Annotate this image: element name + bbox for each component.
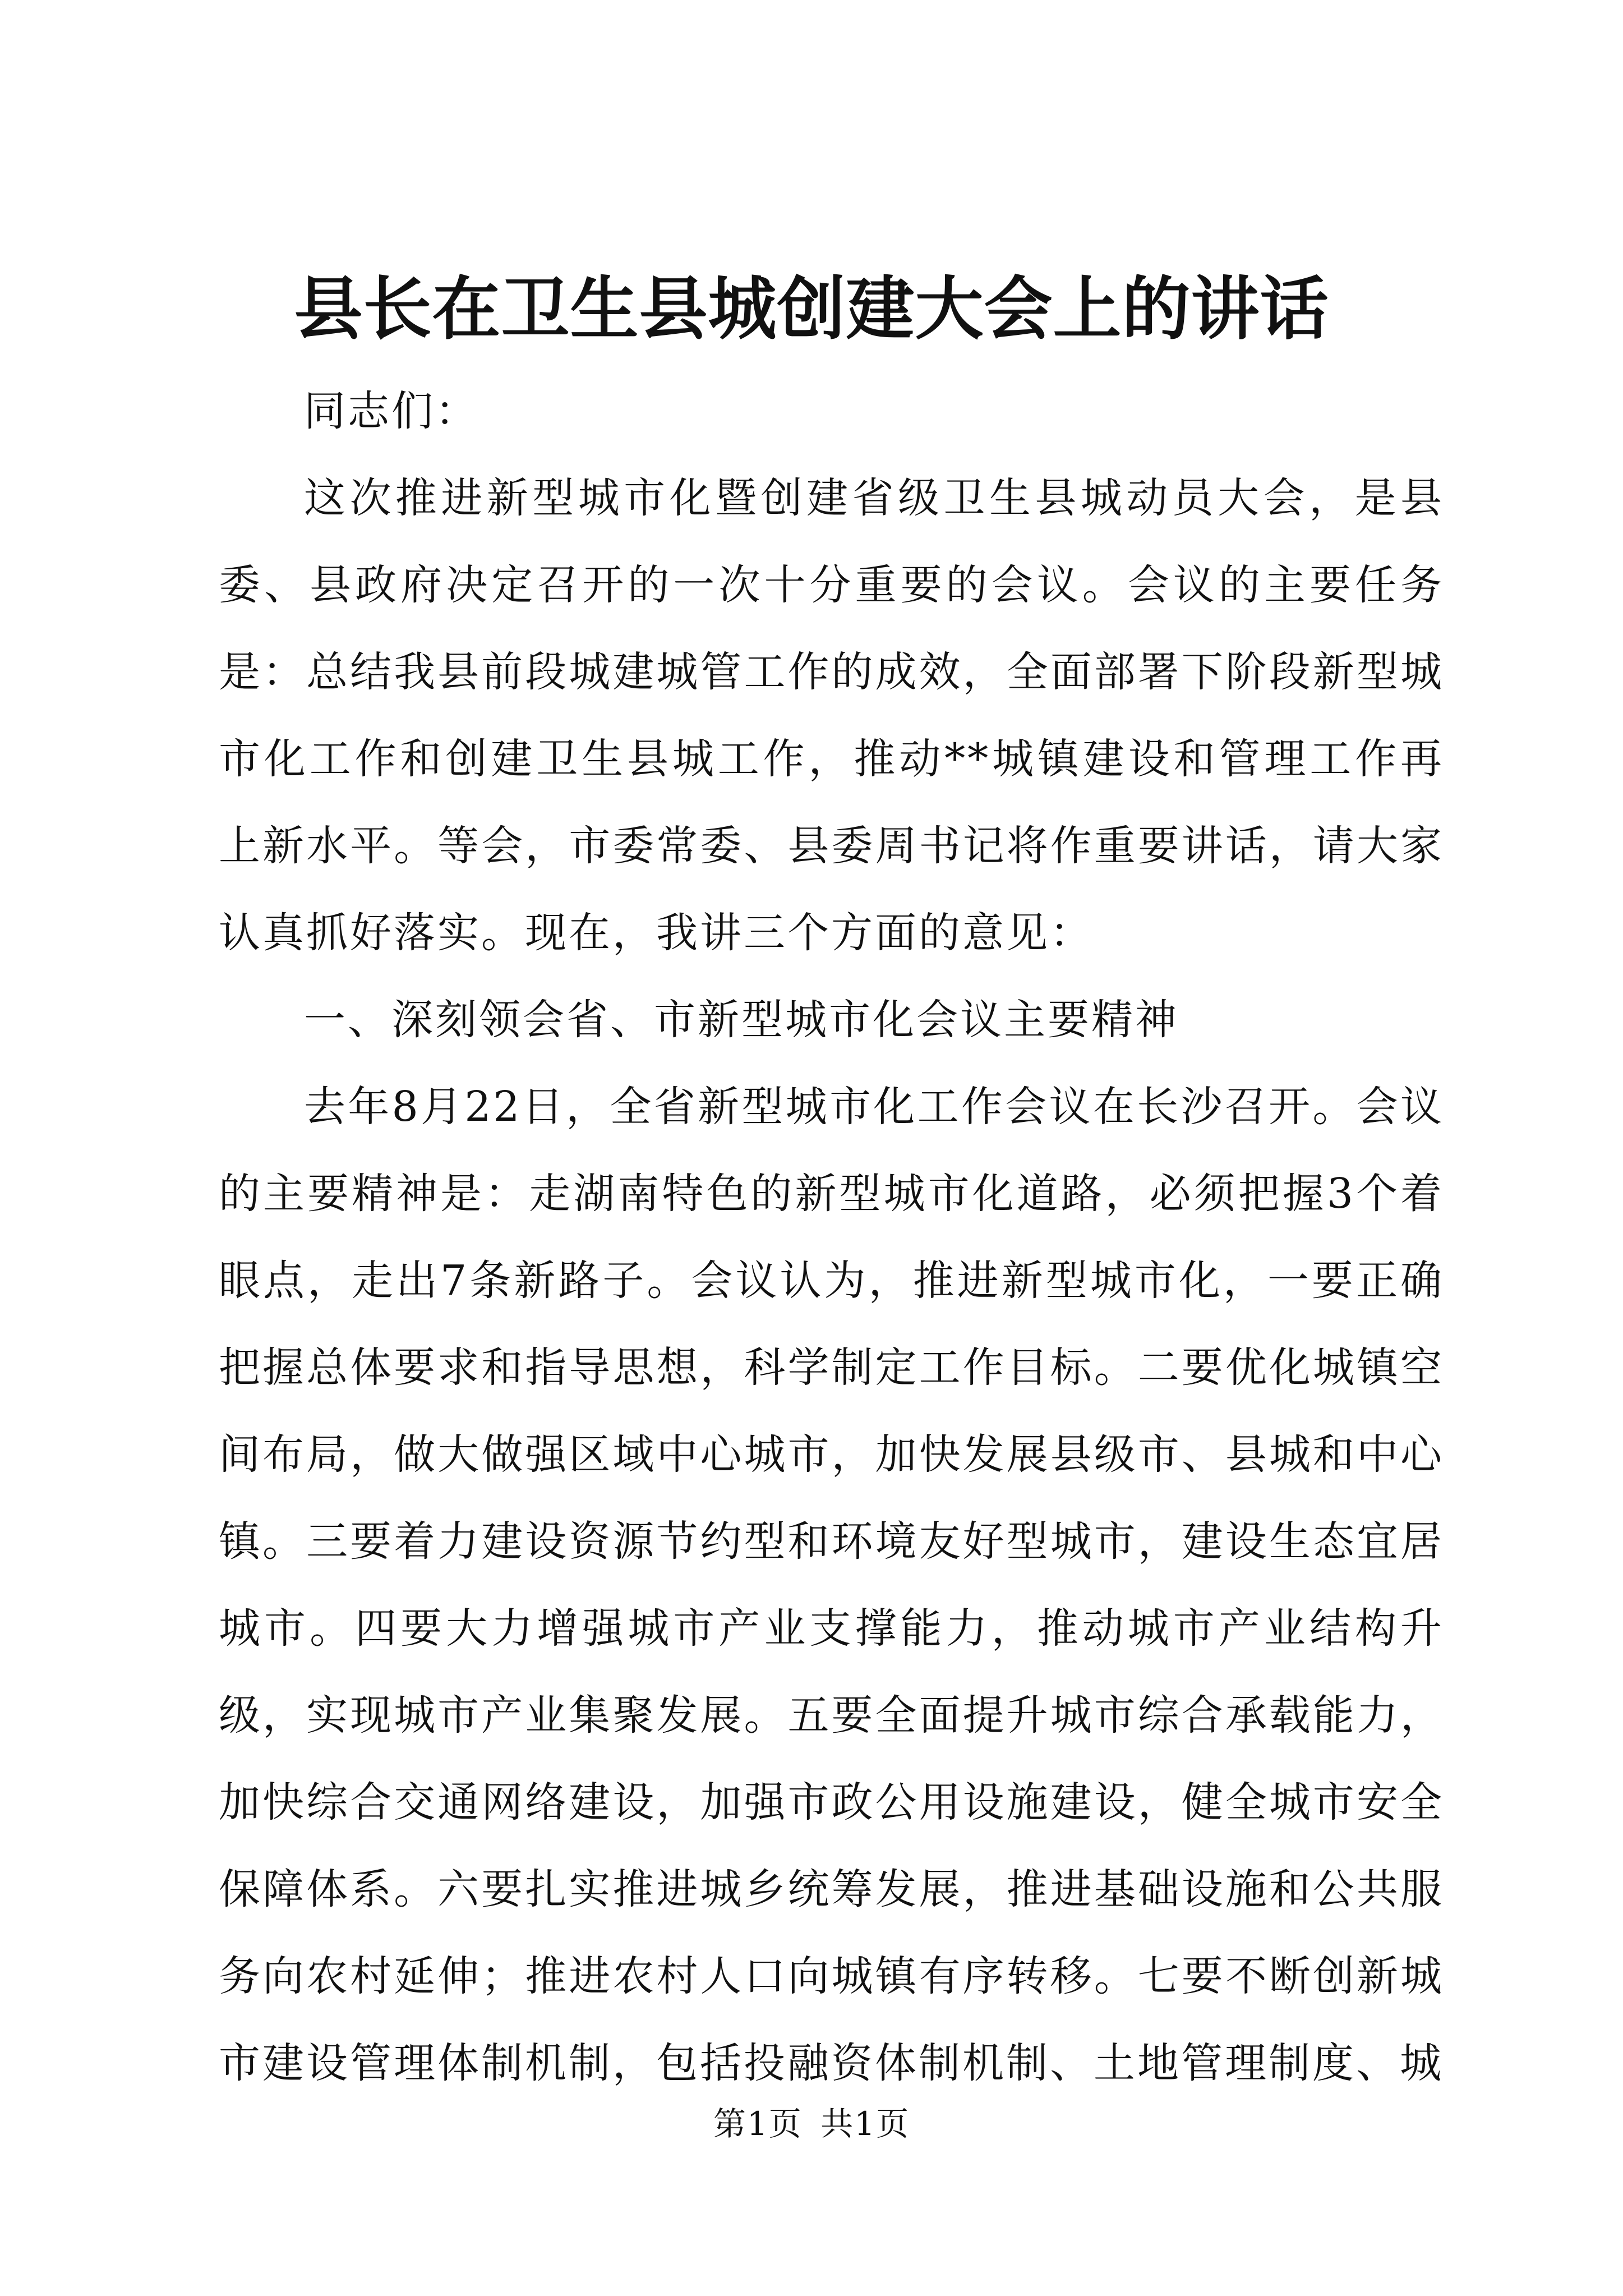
document-body xyxy=(219,368,1444,2107)
paragraph-section-1: 去年8月22日，全省新型城市化工作会议在长沙召开。会议的主要精神是：走湖南特色的新型城市化道路，必须把握3个着眼点，走出7条新路子。会议认为，推进新型城市化，一要正确把握总体要求和指导思想，科学制定工作目标。二要优化城镇空间布局，做大做强区域中心城市，加快发展县级市、县城和中心镇。三要着力建设资源节约型和环境友好型城市，建设生态宜居城市。四要大力增强城市产业支撑能力，推动城市产业结构升级，实现城市产业集聚发展。五要全面提升城市综合承载能力，加快综合交通网络建设，加强市政公用设施建设，健全城市安全保障体系。六要扎实推进城乡统筹发展，推进基础设施和公共服务向农村延伸；推进农村人口向城镇有序转移。七要不断创新城市建设管理体制机制，包括投融资体制机制、土地管理制度、城 xyxy=(219,1083,1444,2087)
page-number: 第1页 xyxy=(713,2105,803,2143)
document-title: 县长在卫生县城创建大会上的讲话 xyxy=(294,268,1329,349)
page-footer xyxy=(0,2101,1623,2146)
page-total: 共1页 xyxy=(820,2105,910,2143)
section-heading-1: 一、深刻领会省、市新型城市化会议主要精神 xyxy=(304,996,1179,1044)
paragraph-intro: 这次推进新型城市化暨创建省级卫生县城动员大会，是县委、县政府决定召开的一次十分重要的会议。会议的主要任务是：总结我县前段城建城管工作的成效，全面部署下阶段新型城市化工作和创建卫生县城工作，推动**城镇建设和管理工作再上新水平。等会，市委常委、县委周书记将作重要讲话，请大家认真抓好落实。现在，我讲三个方面的意见： xyxy=(219,474,1444,957)
salutation: 同志们： xyxy=(304,387,479,435)
